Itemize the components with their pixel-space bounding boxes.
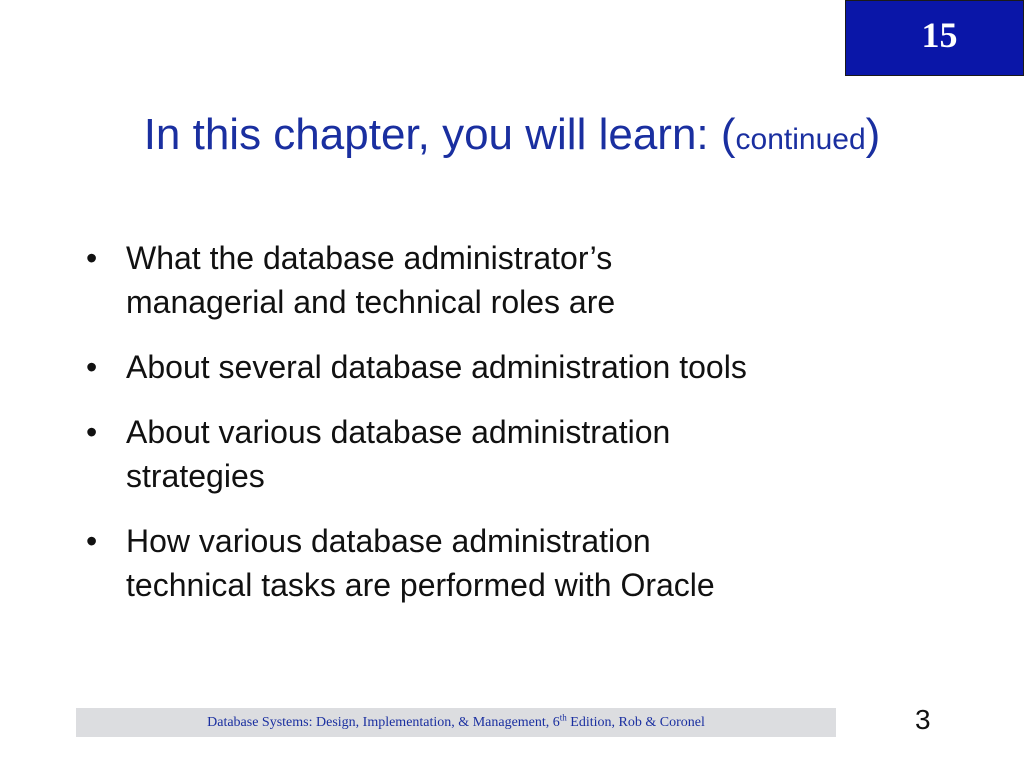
slide-title-main: In this chapter, you will learn: ( [143,110,736,159]
bullet-text-line: managerial and technical roles are [126,284,616,320]
chapter-number-box [845,0,1024,76]
bullet-text-line: strategies [126,458,265,494]
bullet-dot-icon: • [86,523,98,559]
bullet-text-line: About several database administration tools [126,349,747,385]
bullet-item [86,519,936,607]
bullet-text-line: How various database administration [126,523,651,559]
footer-citation [76,714,836,732]
bullet-text-line: About various database administration [126,414,671,450]
footer-text-before: Database Systems: Design, Implementation, & Management, 6 [207,715,560,730]
bullet-text-line: technical tasks are performed with Oracle [126,567,715,603]
bullet-item [86,345,936,389]
footer-superscript: th [559,712,567,723]
chapter-number: 15 [921,15,958,55]
bullet-text-line: What the database administrator’s [126,240,613,276]
slide-title-close: ) [865,110,881,159]
slide-title [0,110,1024,165]
bullet-item [86,236,936,324]
footer-text-after: Edition, Rob & Coronel [566,715,705,730]
bullet-dot-icon: • [86,349,98,385]
bullet-list [86,236,936,628]
bullet-dot-icon: • [86,414,98,450]
bullet-dot-icon: • [86,240,98,276]
page-number: 3 [915,704,931,735]
footer-bar [76,708,836,737]
slide-title-suffix: continued [735,123,866,156]
bullet-item [86,410,936,498]
